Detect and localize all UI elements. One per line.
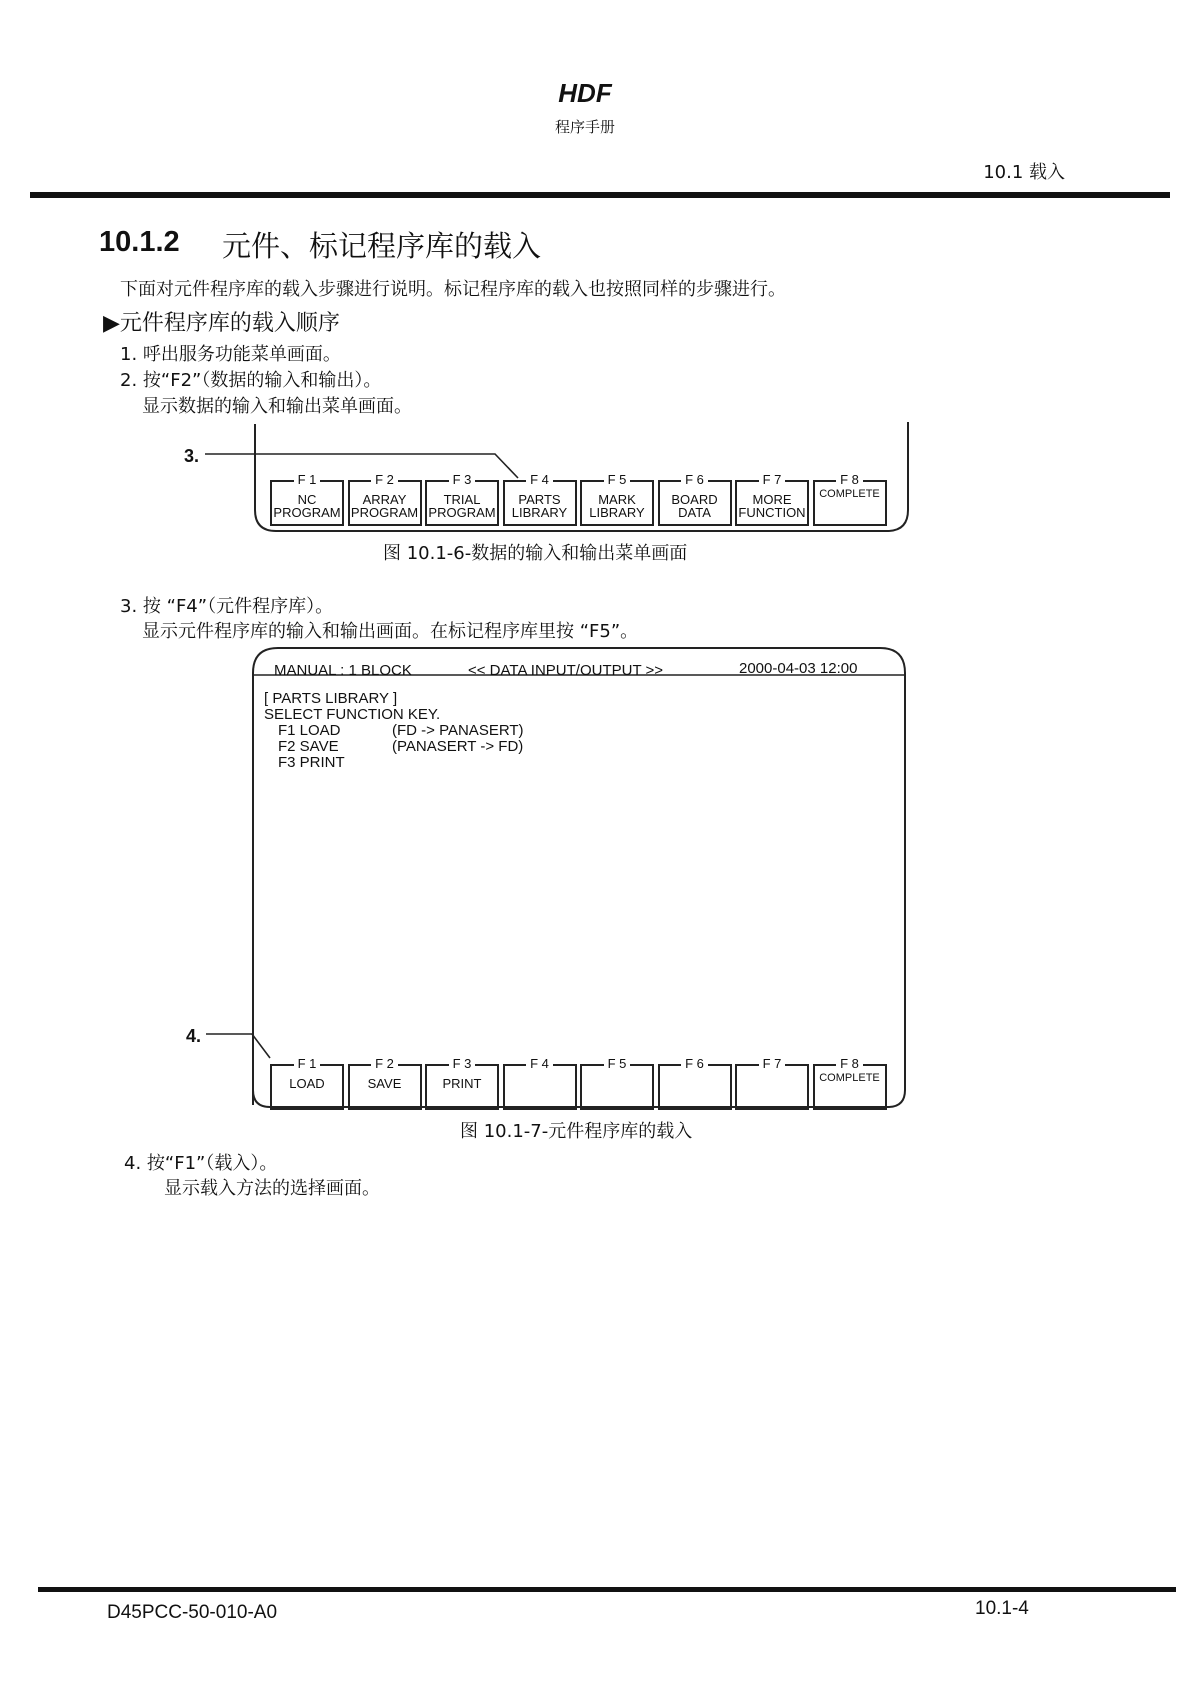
- menu-key-f6-label: BOARD DATA: [671, 492, 718, 520]
- screen-option-f1: F1 LOAD: [278, 722, 341, 739]
- library-key-f8-number: F 8: [836, 1056, 863, 1071]
- step-3: 3. 按 “F4”（元件程序库）。: [120, 596, 334, 617]
- menu-key-f7-label: MORE FUNCTION: [738, 492, 806, 520]
- status-title: << DATA INPUT/OUTPUT >>: [468, 662, 664, 679]
- library-key-f1-label: LOAD: [289, 1076, 325, 1091]
- section-reference: 10.1 载入: [983, 162, 1065, 183]
- screen-line-prompt: SELECT FUNCTION KEY.: [264, 706, 441, 723]
- library-key-f7[interactable]: [735, 1056, 809, 1110]
- step-4: 4. 按“F1”（载入）。: [124, 1153, 278, 1174]
- library-key-f2-label: SAVE: [367, 1076, 402, 1091]
- screen-line-header: [ PARTS LIBRARY ]: [264, 690, 398, 707]
- menu-key-f1[interactable]: [270, 472, 344, 526]
- menu-key-f8[interactable]: [813, 472, 887, 526]
- menu-key-f8-label: COMPLETE: [819, 488, 880, 500]
- procedure-subheading: ▶元件程序库的载入顺序: [103, 311, 340, 336]
- menu-key-f3-label: TRIAL PROGRAM: [428, 492, 496, 520]
- menu-key-f8-number: F 8: [836, 472, 863, 487]
- library-key-f1[interactable]: [270, 1056, 344, 1110]
- library-key-f5-number: F 5: [604, 1056, 631, 1071]
- menu-key-f2[interactable]: [348, 472, 422, 526]
- status-mode: MANUAL : 1 BLOCK: [274, 662, 412, 679]
- menu-key-f1-label: NC PROGRAM: [273, 492, 341, 520]
- footer-rule: [38, 1587, 1176, 1592]
- library-key-f4-number: F 4: [526, 1056, 553, 1071]
- library-key-f3-number: F 3: [449, 1056, 476, 1071]
- callout-3: 3.: [184, 446, 200, 466]
- menu-key-f2-number: F 2: [371, 472, 398, 487]
- step-3-description: 显示元件程序库的输入和输出画面。在标记程序库里按 “F5”。: [142, 621, 639, 642]
- screen-option-f3: F3 PRINT: [278, 754, 345, 771]
- library-key-f8-label: COMPLETE: [819, 1072, 880, 1084]
- library-key-f2-number: F 2: [371, 1056, 398, 1071]
- library-key-f6[interactable]: [658, 1056, 732, 1110]
- screen-option-f2-desc: (PANASERT -> FD): [392, 738, 524, 755]
- library-key-f3-label: PRINT: [442, 1076, 482, 1091]
- callout-4: 4.: [186, 1026, 202, 1046]
- library-key-f6-number: F 6: [681, 1056, 708, 1071]
- step-4-description: 显示载入方法的选择画面。: [164, 1178, 380, 1199]
- step-1: 1. 呼出服务功能菜单画面。: [120, 344, 341, 365]
- library-key-f8[interactable]: [813, 1056, 887, 1110]
- page-number: 10.1-4: [975, 1598, 1029, 1619]
- menu-key-f3[interactable]: [425, 472, 499, 526]
- library-key-f4[interactable]: [503, 1056, 577, 1110]
- menu-key-f4-number: F 4: [526, 472, 553, 487]
- library-key-f7-number: F 7: [759, 1056, 786, 1071]
- section-number: 10.1.2: [99, 226, 180, 258]
- menu-key-f2-label: ARRAY PROGRAM: [350, 492, 419, 520]
- step-2: 2. 按“F2”（数据的输入和输出）。: [120, 370, 382, 391]
- brand-logo: HDF: [558, 78, 612, 108]
- manual-subtitle: 程序手册: [554, 118, 615, 136]
- figure-1-caption: 图 10.1-6-数据的输入和输出菜单画面: [383, 543, 688, 564]
- screen-option-f1-desc: (FD -> PANASERT): [392, 722, 524, 739]
- library-key-f3[interactable]: [425, 1056, 499, 1110]
- menu-key-f6[interactable]: [658, 472, 732, 526]
- menu-key-f4[interactable]: [503, 472, 577, 526]
- menu-key-f7-number: F 7: [759, 472, 786, 487]
- menu-key-f7[interactable]: [735, 472, 809, 526]
- menu-key-f5[interactable]: [580, 472, 654, 526]
- menu-key-f3-number: F 3: [449, 472, 476, 487]
- screen-option-f2: F2 SAVE: [278, 738, 339, 755]
- step-2-description: 显示数据的输入和输出菜单画面。: [142, 396, 412, 417]
- library-key-f1-number: F 1: [294, 1056, 321, 1071]
- menu-key-f4-label: PARTS LIBRARY: [511, 492, 568, 520]
- menu-key-f5-label: MARK LIBRARY: [589, 492, 645, 520]
- library-key-f2[interactable]: [348, 1056, 422, 1110]
- intro-paragraph: 下面对元件程序库的载入步骤进行说明。标记程序库的载入也按照同样的步骤进行。: [120, 279, 786, 300]
- menu-key-f5-number: F 5: [604, 472, 631, 487]
- header-rule: [30, 192, 1170, 198]
- document-code: D45PCC-50-010-A0: [107, 1602, 278, 1623]
- menu-key-f1-number: F 1: [294, 472, 321, 487]
- section-title: 元件、标记程序库的载入: [222, 229, 542, 263]
- menu-key-f6-number: F 6: [681, 472, 708, 487]
- status-datetime: 2000-04-03 12:00: [739, 660, 858, 677]
- figure-2-caption: 图 10.1-7-元件程序库的载入: [460, 1121, 693, 1142]
- library-key-f5[interactable]: [580, 1056, 654, 1110]
